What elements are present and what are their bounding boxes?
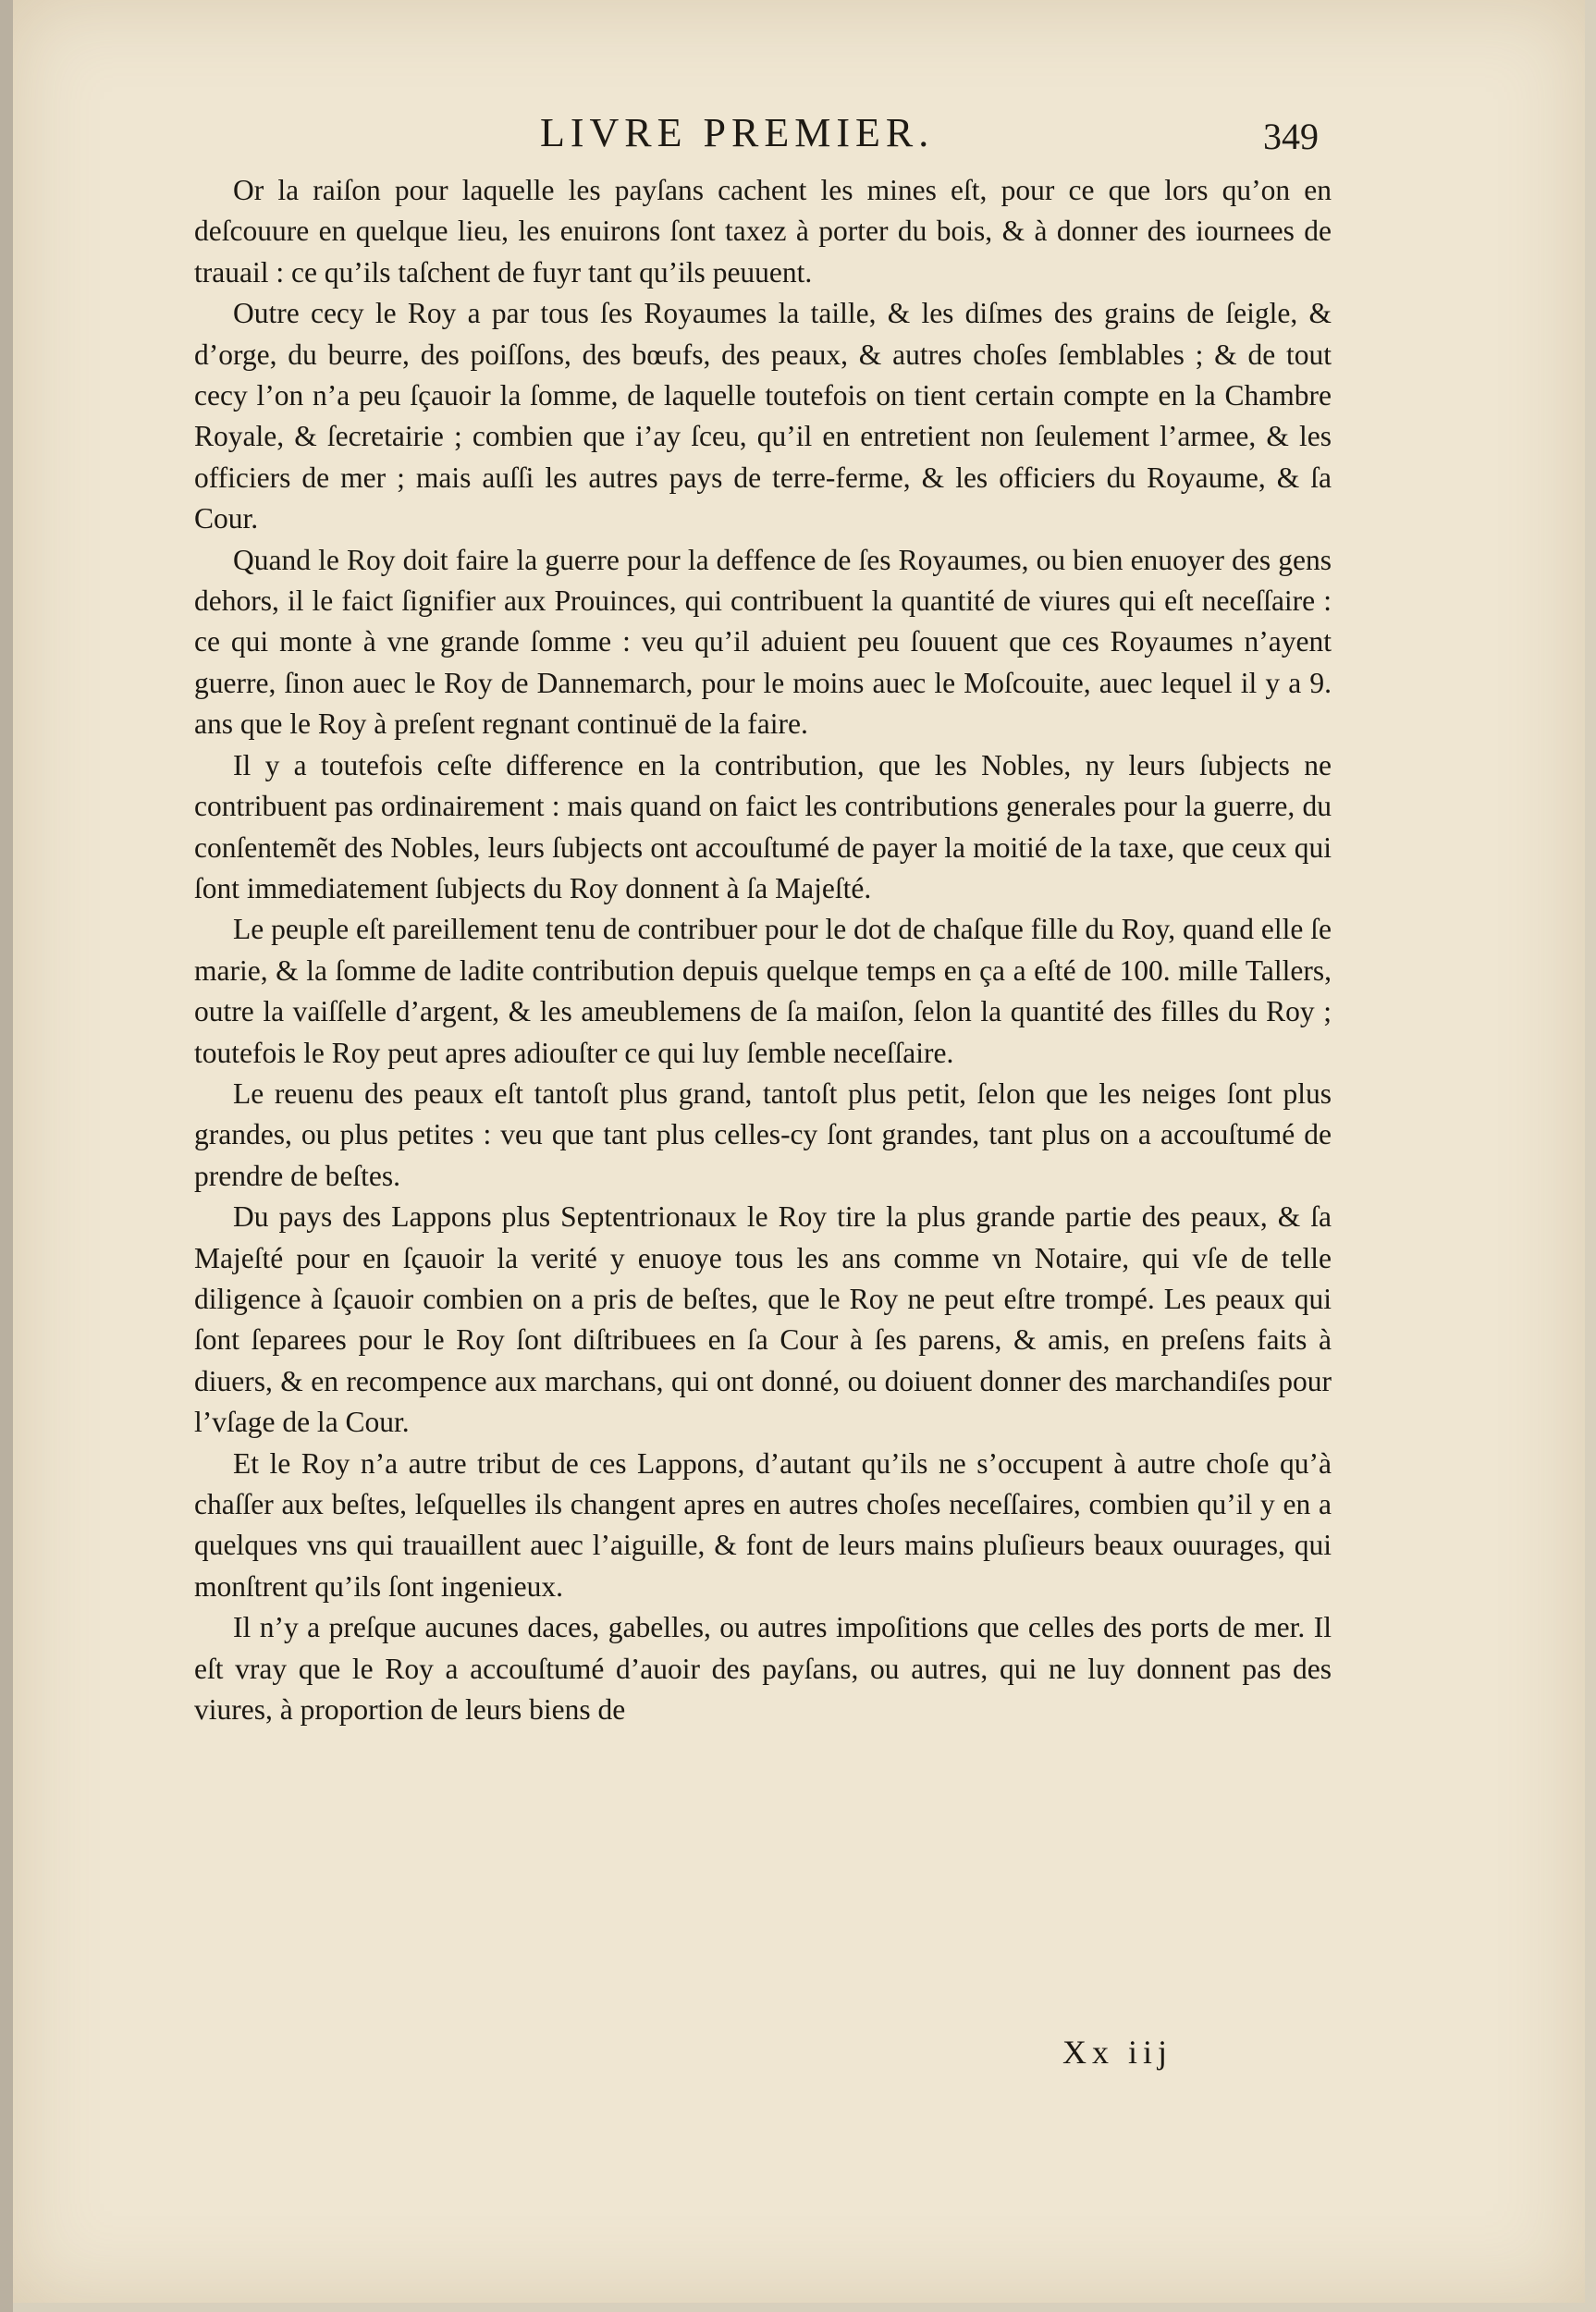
running-head: LIVRE PREMIER. (540, 110, 935, 155)
paragraph-lappons: Du pays des Lappons plus Septentrionaux le Roy tire la plus grande partie des peaux, & ſa Majeſté pour en ſçauoir la verité y enuoye tous les ans comme vn Notaire, qui vſe de telle diligence à ſçauoir combien on a pris de beſtes, que le Roy ne peut eſtre trompé. Les peaux qui ſont ſeparees pour le Roy ſont diſtribuees en ſa Cour à ſes parens, & amis, en preſens faits à diuers, & en recompence aux marchans, qui ont donné, ou doiuent donner des marchandiſes pour l’vſage de la Cour. (194, 1200, 1332, 1439)
page-header (13, 109, 1585, 165)
paragraph-dot: Le peuple eſt pareillement tenu de contribuer pour le dot de chaſque fille du Roy, quand elle ſe marie, & la ſomme de ladite contribution depuis quelque temps en ça a eſté de 100. mille Tallers, outre la vaiſſelle d’argent, & les ameublemens de ſa maiſon, ſelon la quantité des filles du Roy ; toutefois le Roy peut apres adiouſter ce qui luy ſemble neceſſaire. (194, 913, 1332, 1069)
paragraph-guerre: Quand le Roy doit faire la guerre pour la deffence de ſes Royaumes, ou bien enuoyer des gens dehors, il le faict ſignifier aux Prouinces, qui contribuent la quantité de viures qui eſt neceſſaire : ce qui monte à vne grande ſomme : veu qu’il aduient peu ſouuent que ces Royaumes n’ayent guerre, ſinon auec le Roy de Dannemarch, pour le moins auec le Moſcouite, auec lequel il y a 9. ans que le Roy à preſent regnant continuë de la faire. (194, 543, 1332, 741)
paragraph-daces: Il n’y a preſque aucunes daces, gabelles, ou autres impoſitions que celles des ports de mer. Il eſt vray que le Roy a accouſtumé d’auoir des payſans, ou autres, qui ne luy donnent pas des viures, à proportion de leurs biens de (194, 1611, 1332, 1727)
scan-edge (0, 0, 13, 2312)
book-page (13, 0, 1585, 2303)
body-text (194, 170, 1332, 1730)
page-number: 349 (1263, 116, 1319, 157)
paragraph-peaux: Le reuenu des peaux eſt tantoſt plus grand, tantoſt plus petit, ſelon que les neiges ſont plus grandes, ou plus petites : veu que tant plus celles-cy ſont grandes, tant plus on a accouſtumé de prendre de beſtes. (194, 1076, 1332, 1192)
signature-mark: Xx iij (1062, 2034, 1173, 2071)
paragraph-taille: Outre cecy le Roy a par tous ſes Royaumes la taille, & les diſmes des grains de ſeigle, & d’orge, du beurre, des poiſſons, des bœufs, des peaux, & autres choſes ſemblables ; & de tout cecy l’on n’a peu ſçauoir la ſomme, de laquelle toutefois on tient certain compte en la Chambre Royale, & ſecretairie ; combien que i’ay ſceu, qu’il en entretient non ſeulement l’armee, & les officiers de mer ; mais auſſi les autres pays de terre-ferme, & les officiers du Royaume, & ſa Cour. (194, 297, 1332, 535)
paragraph-mines: Or la raiſon pour laquelle les payſans cachent les mines eſt, pour ce que lors qu’on en deſcouure en quelque lieu, les enuirons ſont taxez à porter du bois, & à donner des iournees de trauail : ce qu’ils taſchent de fuyr tant qu’ils peuuent. (194, 174, 1332, 289)
paragraph-tribut: Et le Roy n’a autre tribut de ces Lappons, d’autant qu’ils ne s’occupent à autre choſe qu’à chaſſer aux beſtes, leſquelles ils changent apres en autres choſes neceſſaires, combien qu’il y en a quelques vns qui trauaillent auec l’aiguille, & font de leurs mains pluſieurs beaux ouurages, qui monſtrent qu’ils ſont ingenieux. (194, 1446, 1332, 1603)
paragraph-nobles: Il y a toutefois ceſte difference en la contribution, que les Nobles, ny leurs ſubjects ne contribuent pas ordinairement : mais quand on faict les contributions generales pour la guerre, du conſentemẽt des Nobles, leurs ſubjects ont accouſtumé de payer la moitié de la taxe, que ceux qui ſont immediatement ſubjects du Roy donnent à ſa Majeſté. (194, 748, 1332, 904)
